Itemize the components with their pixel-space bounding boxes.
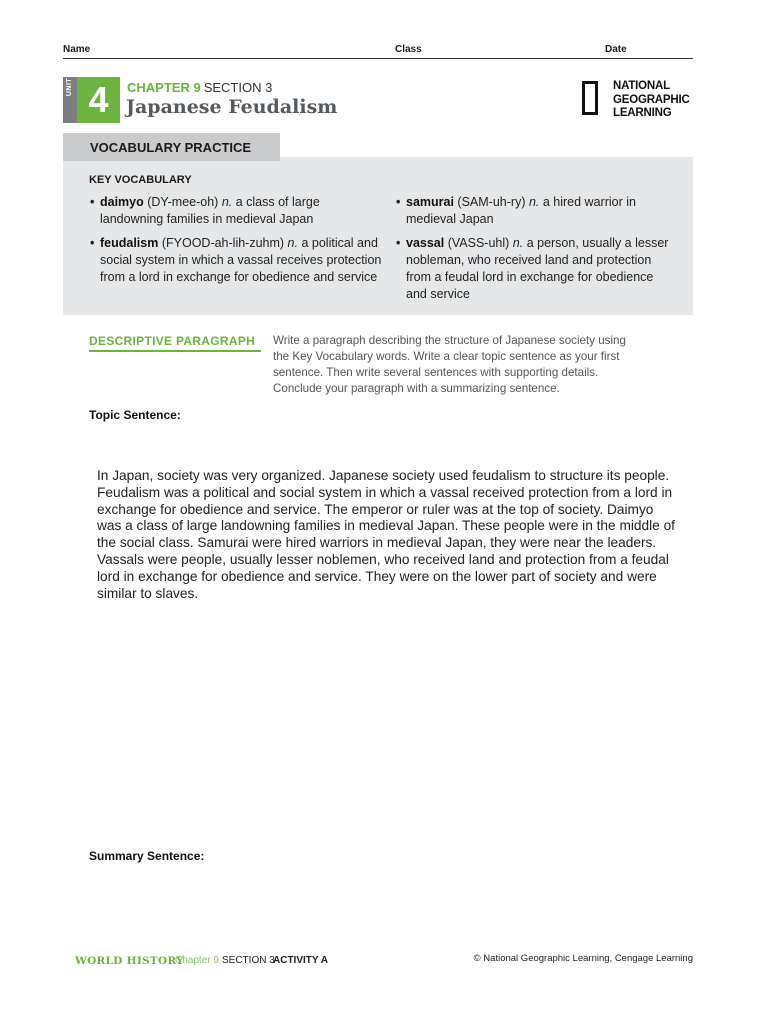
chapter-line [127,80,272,95]
vocab-item-daimyo: • daimyo (DY-mee-oh) n. a class of large landowning families in medieval Japan [90,195,320,226]
vocab-item-samurai: • samurai (SAM-uh-ry) n. a hired warrior in medieval Japan [396,195,636,226]
descriptive-underline [89,350,261,352]
date-label: Date [605,44,627,55]
class-label: Class [395,44,422,55]
ng-logo-icon [582,81,598,115]
essay-text: In Japan, society was very organized. Japanese society used feudalism to structure its people. Feudalism was a political and social system in which a vassal received protection from a lord in exchange for obedience and service. The emperor or ruler was at the top of society. Daimyo was a class of large landowning families in medieval Japan. These people were in the middle of the social class. Samurai were hired warriors in medieval Japan, they were near the leaders. Vassals were people, usually lesser noblemen, who received land and protection from a feudal lord in exchange for obedience and service. They were on the lower part of society and were similar to slaves. [97,468,675,601]
footer-copyright: © National Geographic Learning, Cengage Learning [473,953,693,964]
topic-sentence-label: Topic Sentence: [89,408,181,422]
summary-sentence-label: Summary Sentence: [89,849,205,863]
vocab-term: vassal [406,236,445,250]
footer-world-history: WORLD HISTORY [75,955,184,967]
page-title: Japanese Feudalism [126,96,338,118]
vocab-term: samurai [406,195,454,209]
key-vocab-heading: KEY VOCABULARY [89,174,192,186]
vocab-term: daimyo [100,195,144,209]
logo-line-3: LEARNING [613,107,672,119]
name-label: Name [63,44,91,55]
vocab-tab [63,133,280,161]
section-number: SECTION 3 [203,80,273,95]
logo-line-2: GEOGRAPHIC [613,93,690,106]
unit-label: UNIT [66,77,73,97]
logo-line-1: NATIONAL [613,80,670,92]
vocab-item-vassal: • vassal (VASS-uhl) n. a person, usually a lesser nobleman, who received land and protection from a feudal lord in exchange for obedience and service [396,236,669,301]
vocab-item-feudalism: • feudalism (FYOOD-ah-lih-zuhm) n. a political and social system in which a vassal receives protection from a lord in exchange for obedience and service [90,236,382,284]
ng-logo-text [613,80,690,121]
footer-chapter: Chapter 9 [175,955,219,966]
vocab-term: feudalism [100,236,159,250]
unit-tab [63,77,77,123]
descriptive-instructions: Write a paragraph describing the structure of Japanese society using the Key Vocabulary words. Write a clear topic sentence as your first sentence. Then write several sentences with supporting details. Conclude your paragraph with a summarizing sentence. [273,334,626,395]
footer-activity: ACTIVITY A [273,955,329,966]
unit-number: 4 [77,77,120,123]
footer-section: SECTION 3 [222,955,275,966]
descriptive-paragraph-label: DESCRIPTIVE PARAGRAPH [89,334,256,348]
vocab-heading: VOCABULARY PRACTICE [90,140,252,155]
header-rule [63,58,693,59]
chapter-number: CHAPTER 9 [127,80,201,95]
